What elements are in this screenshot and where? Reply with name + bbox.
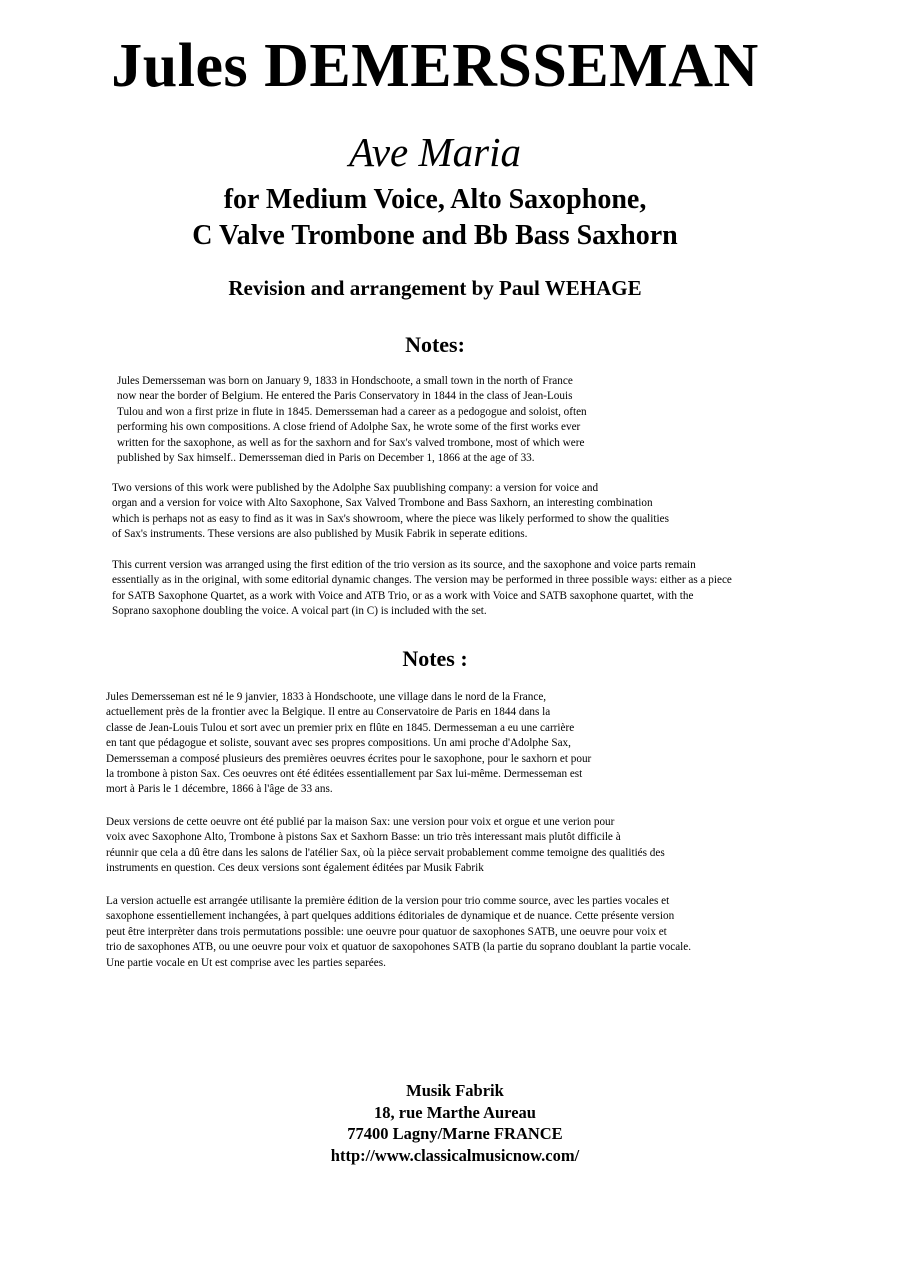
notes-en-paragraph-current-version	[112, 558, 732, 620]
text-line: mort à Paris le 1 décembre, 1866 à l'âge de 33 ans.	[106, 783, 333, 796]
text-line: This current version was arranged using the first edition of the trio version as its source, and the saxophone and voice parts remain	[112, 559, 696, 571]
text-line: peut être interprèter dans trois permutations possible: une oeuvre pour quatuor de saxophones SATB, une oeuvre pour voix et	[106, 925, 667, 938]
text-line: actuellement près de la frontier avec la Belgique. Il entre au Conservatoire de Paris en 1844 dans la	[106, 706, 551, 719]
publisher-address	[0, 1080, 900, 1166]
text-line: Demersseman a composé plusieurs des premières oeuvres écrites pour le saxophone, pour le saxhorn et pour	[106, 752, 592, 765]
notes-heading-french: Notes :	[402, 646, 468, 671]
notes-en-paragraph-biography	[117, 374, 587, 466]
text-line: written for the saxophone, as well as for the saxhorn and for Sax's valved trombone, most of which were	[117, 436, 585, 449]
notes-fr-paragraph-current-version	[106, 894, 691, 971]
notes-fr-paragraph-biography	[106, 690, 591, 798]
notes-heading-english: Notes:	[405, 332, 465, 357]
notes-en-paragraph-versions	[112, 481, 669, 543]
arranger-credit: Revision and arrangement by Paul WEHAGE	[228, 276, 642, 300]
subtitle-line: for Medium Voice, Alto Saxophone,	[223, 184, 647, 215]
text-line: Une partie vocale en Ut est comprise avec les parties separées.	[106, 956, 386, 969]
text-line: voix avec Saxophone Alto, Trombone à pistons Sax et Saxhorn Basse: un trio très interessant mais plutôt difficile à	[106, 831, 621, 844]
text-line: Jules Demersseman was born on January 9, 1833 in Hondschoote, a small town in the north of France	[117, 375, 573, 387]
work-title: Ave Maria	[349, 129, 521, 175]
publisher-street: 18, rue Marthe Aureau	[374, 1102, 536, 1122]
text-line: Soprano saxophone doubling the voice. A voical part (in C) is included with the set.	[112, 605, 487, 618]
text-line: essentially as in the original, with some editorial dynamic changes. The version may be performed in three possible ways: either as a piece	[112, 574, 732, 587]
text-line: performing his own compositions. A close friend of Adolphe Sax, he wrote some of the first works ever	[117, 421, 581, 434]
text-line: trio de saxophones ATB, ou une oeuvre pour voix et quatuor de saxopohones SATB (la partie du soprano doublant la partie vocale.	[106, 941, 692, 954]
text-line: now near the border of Belgium. He entered the Paris Conservatory in 1844 in the class of Jean-Louis	[117, 390, 573, 403]
text-line: réunnir que cela a dû être dans les salons de l'atélier Sax, où la pièce servait probablement comme temoigne des qualitiés des	[106, 846, 665, 859]
text-line: Tulou and won a first prize in flute in 1845. Demersseman had a career as a pedogogue and soloist, often	[117, 405, 587, 418]
text-line: which is perhaps not as easy to find as it was in Sax's showroom, where the piece was likely performed to show the qualities	[112, 512, 669, 525]
text-line: Deux versions de cette oeuvre ont été publié par la maison Sax: une version pour voix et orgue et une verion pour	[106, 816, 615, 828]
text-line: saxophone essentiellement inchangées, à part quelques additions éditoriales de dynamique et de nuance. Cette présente version	[106, 910, 675, 923]
subtitle-line: C Valve Trombone and Bb Bass Saxhorn	[192, 220, 678, 251]
text-line: of Sax's instruments. These versions are also published by Musik Fabrik in seperate editions.	[112, 528, 528, 541]
text-line: Two versions of this work were published by the Adolphe Sax puublishing company: a version for voice and	[112, 482, 599, 494]
text-line: for SATB Saxophone Quartet, as a work with Voice and ATB Trio, or as a work with Voice and SATB saxophone quartet, with the	[112, 589, 694, 602]
publisher-name: Musik Fabrik	[406, 1081, 504, 1100]
composer-name: Jules DEMERSSEMAN	[111, 32, 759, 100]
instrumentation-subtitle	[0, 182, 870, 254]
text-line: published by Sax himself.. Demersseman died in Paris on December 1, 1866 at the age of 33.	[117, 452, 535, 465]
text-line: en tant que pédagogue et soliste, souvant avec ses propres compositions. Un ami proche d'Adolphe Sax,	[106, 737, 571, 750]
text-line: Jules Demersseman est né le 9 janvier, 1833 à Hondschoote, une village dans le nord de la France,	[106, 691, 547, 703]
publisher-url[interactable]: http://www.classicalmusicnow.com/	[330, 1145, 580, 1165]
text-line: instruments en question. Ces deux versions sont également éditées par Musik Fabrik	[106, 862, 484, 875]
text-line: classe de Jean-Louis Tulou et sort avec un premier prix en flûte en 1845. Dermesseman a eu une carrière	[106, 721, 575, 734]
notes-fr-paragraph-versions	[106, 815, 665, 877]
publisher-city: 77400 Lagny/Marne FRANCE	[347, 1124, 563, 1143]
text-line: la trombone à piston Sax. Ces oeuvres ont été éditées essentiallement par Sax lui-même. Dermesseman est	[106, 768, 583, 781]
text-line: La version actuelle est arrangée utilisante la première édition de la version pour trio comme source, avec les parties vocales et	[106, 895, 670, 907]
text-line: organ and a version for voice with Alto Saxophone, Sax Valved Trombone and Bass Saxhorn, an interesting combination	[112, 497, 653, 510]
